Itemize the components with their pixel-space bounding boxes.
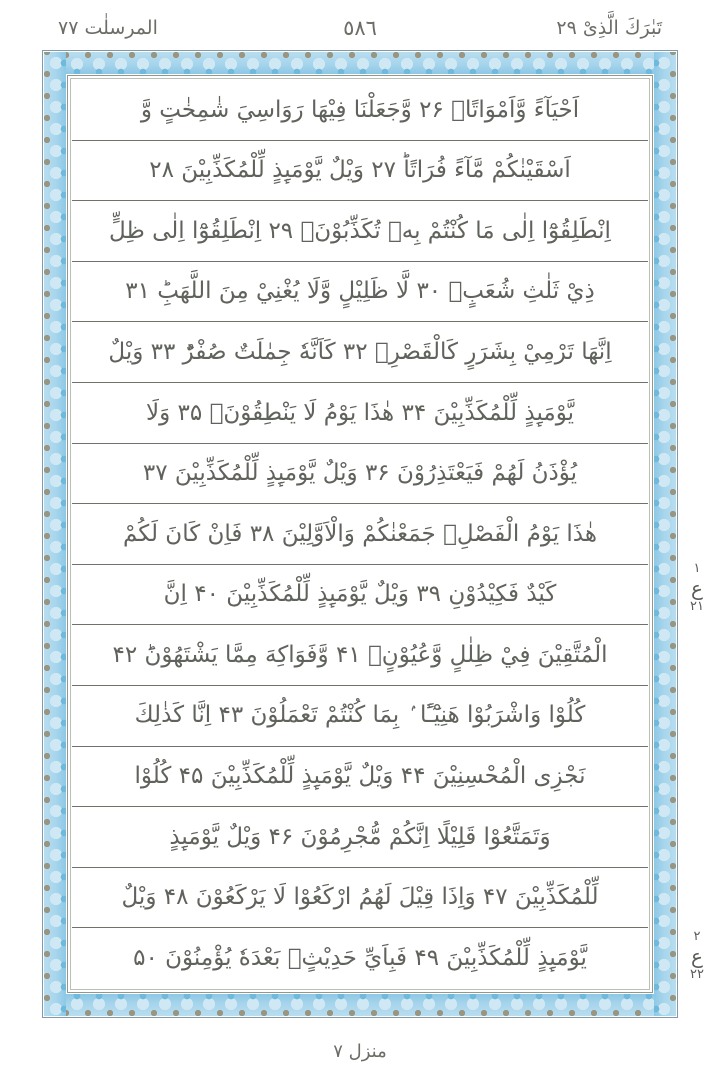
quran-line [72,322,648,383]
quran-line [72,141,648,202]
quran-text-block [72,80,648,988]
quran-line-text: هٰذَا يَوْمُ الْفَصْلِۚ جَمَعْنٰكُمْ وَالْاَوَّلِيْنَ ۳۸ فَاِنْ كَانَ لَكُمْ [122,520,598,547]
ruku-marker [676,930,718,983]
quran-line-text: كُلُوْا وَاشْرَبُوْا هَنِيْٓـًٔا ۢ بِمَا كُنْتُمْ تَعْمَلُوْنَ ۴۳ اِنَّا كَذٰلِكَ [134,702,586,729]
quran-line [72,868,648,929]
quran-line-text: اَحْيَآءً وَّاَمْوَاتًاۙ ۲۶ وَّجَعَلْنَا فِيْهَا رَوَاسِيَ شٰمِخٰتٍ وَّ [140,96,580,123]
quran-line [72,686,648,747]
juz-name-label: تَبٰرَكَ الَّذِىْ ٢٩ [556,16,662,39]
ornamental-frame [42,50,678,1018]
ruku-number: ٢٢ [690,966,704,982]
quran-line-text: اِنْطَلِقُوْٓا اِلٰى مَا كُنْتُمْ بِهٖ تُكَذِّبُوْنَۚ ۲۹ اِنْطَلِقُوْٓا اِلٰى ظِلٍّ [109,217,611,244]
frame-edge-right-ornament [654,52,676,1016]
frame-edge-top-ornament [44,52,676,74]
quran-line-text: يَّوْمَىِٕذٍ لِّلْمُكَذِّبِيْنَ ۳۴ هٰذَا يَوْمُ لَا يَنْطِقُوْنَۙ ۳۵ وَلَا [146,399,574,426]
quran-line-text: الْمُتَّقِيْنَ فِيْ ظِلٰلٍ وَّعُيُوْنٍۙ ۴۱ وَّفَوَاكِهَ مِمَّا يَشْتَهُوْنَؕ ۴۲ [112,641,608,668]
quran-line [72,565,648,626]
quran-line [72,201,648,262]
ruku-ayah-count: ١ [693,561,701,576]
quran-line-text: وَتَمَتَّعُوْا قَلِيْلًا اِنَّكُمْ مُّجْرِمُوْنَ ۴۶ وَيْلٌ يَّوْمَىِٕذٍ [169,823,551,850]
ruku-ain-glyph: ع [691,943,703,968]
quran-line [72,444,648,505]
quran-line-text: ذِيْ ثَلٰثِ شُعَبٍۙ ۳۰ لَّا ظَلِيْلٍ وَّلَا يُغْنِيْ مِنَ اللَّهَبِؕ ۳۱ [125,278,595,305]
ruku-ain-glyph: ع [691,575,703,600]
quran-line-text: لِّلْمُكَذِّبِيْنَ ۴۷ وَاِذَا قِيْلَ لَهُمُ ارْكَعُوْا لَا يَرْكَعُوْنَ ۴۸ وَيْلٌ [121,884,599,911]
quran-line [72,928,648,988]
quran-line-text: نَجْزِى الْمُحْسِنِيْنَ ۴۴ وَيْلٌ يَّوْمَىِٕذٍ لِّلْمُكَذِّبِيْنَ ۴۵ كُلُوْا [134,763,586,790]
quran-line [72,807,648,868]
quran-line [72,262,648,323]
quran-line [72,504,648,565]
quran-line [72,80,648,141]
frame-edge-left-ornament [44,52,66,1016]
quran-line [72,383,648,444]
quran-line-text: كَيْدٌ فَكِيْدُوْنِ ۳۹ وَيْلٌ يَّوْمَىِٕذٍ لِّلْمُكَذِّبِيْنَ ۴۰ اِنَّ [163,581,557,608]
quran-line [72,747,648,808]
page-number: ٥٨٦ [343,16,377,40]
page-header [0,8,720,48]
manzil-label: منزل ٧ [333,1041,387,1062]
quran-line-text: اِنَّهَا تَرْمِيْ بِشَرَرٍ كَالْقَصْرِۚ ۳۲ كَاَنَّهٗ جِمٰلَتٌ صُفْرٌؕ ۳۳ وَيْلٌ [108,338,612,365]
quran-line-text: يَّوْمَىِٕذٍ لِّلْمُكَذِّبِيْنَ ۴۹ فَبِاَيِّ حَدِيْثٍۢ بَعْدَهٗ يُؤْمِنُوْنَ ۵۰ [133,944,587,971]
surah-name-label: المرسلٰت ٧٧ [58,16,158,39]
quran-line-text: يُؤْذَنُ لَهُمْ فَيَعْتَذِرُوْنَ ۳۶ وَيْلٌ يَّوْمَىِٕذٍ لِّلْمُكَذِّبِيْنَ ۳۷ [142,460,578,487]
ruku-ayah-count: ٢ [693,929,701,944]
frame-edge-bottom-ornament [44,994,676,1016]
ruku-number: ٢١ [690,598,704,614]
quran-line [72,625,648,686]
ruku-marker [676,562,718,615]
quran-line-text: اَسْقَيْنٰكُمْ مَّآءً فُرَاتًاؕ ۲۷ وَيْلٌ يَّوْمَىِٕذٍ لِّلْمُكَذِّبِيْنَ ۲۸ [149,157,571,184]
